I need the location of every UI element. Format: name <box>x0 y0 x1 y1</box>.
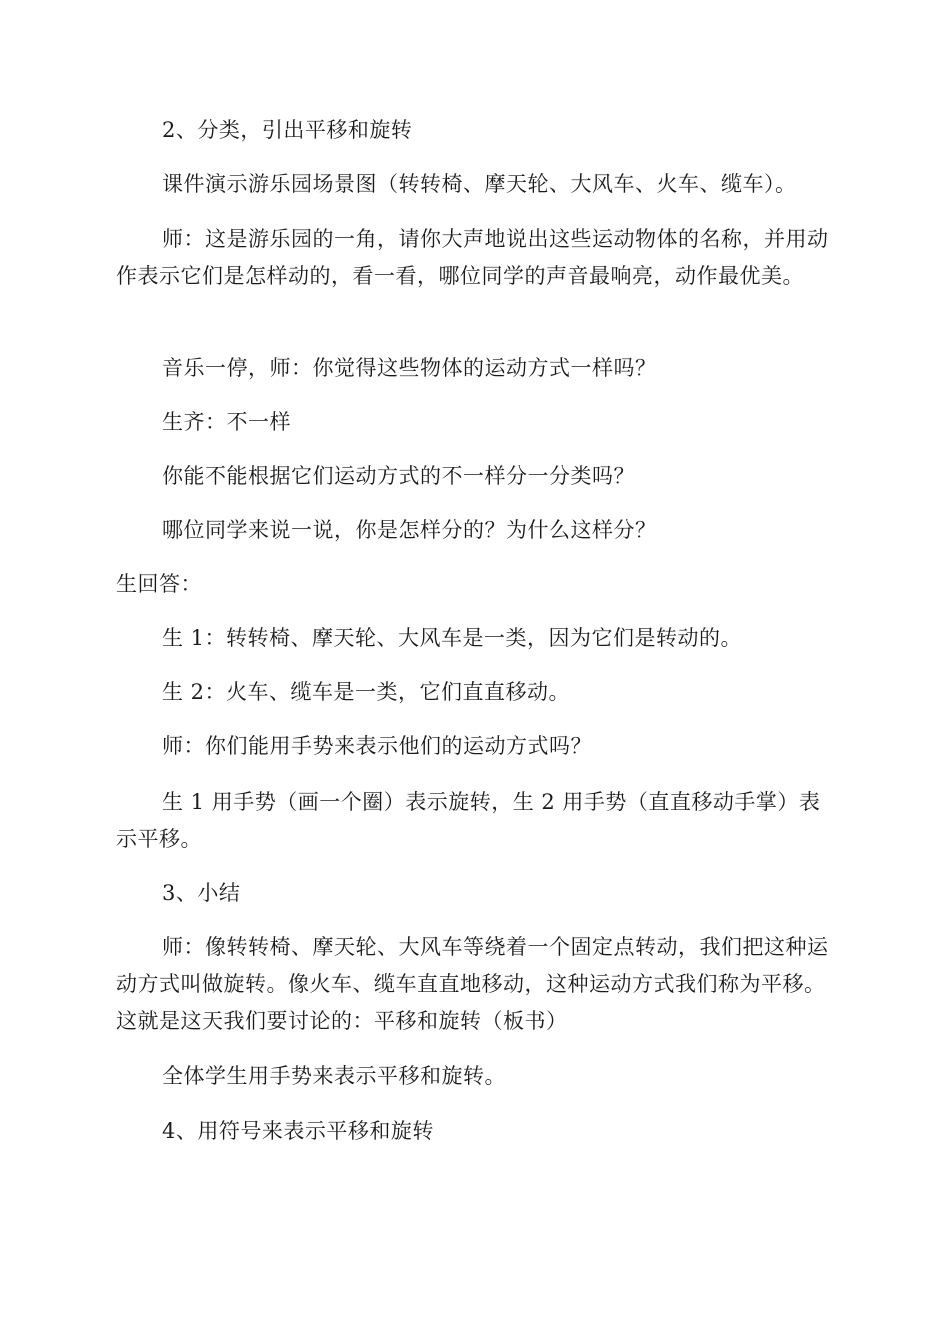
paragraph-classify-question: 你能不能根据它们运动方式的不一样分一分类吗？ <box>162 464 635 488</box>
paragraph-students-answer: 生齐：不一样 <box>162 410 291 434</box>
heading-classification: 2、分类，引出平移和旋转 <box>162 118 413 142</box>
paragraph-teacher-summary: 师：像转转椅、摩天轮、大风车等绕着一个固定点转动，我们把这种运动方式叫做旋转。像火车、缆车直直地移动，这种运动方式我们称为平移。这就是这天我们要讨论的：平移和旋转（板书） <box>116 935 829 1033</box>
paragraph-whole-class: 全体学生用手势来表示平移和旋转。 <box>162 1064 506 1088</box>
paragraph-courseware-demo: 课件演示游乐园场景图（转转椅、摩天轮、大风车、火车、缆车）。 <box>162 172 797 196</box>
paragraph-student-reply-label: 生回答： <box>116 572 202 596</box>
paragraph-student-1: 生 1：转转椅、摩天轮、大风车是一类，因为它们是转动的。 <box>162 626 743 650</box>
paragraph-gesture-question: 师：你们能用手势来表示他们的运动方式吗？ <box>162 734 592 758</box>
paragraph-gesture-demo: 生 1 用手势（画一个圈）表示旋转，生 2 用手势（直直移动手掌）表示平移。 <box>116 790 821 851</box>
paragraph-music-stop: 音乐一停，师：你觉得这些物体的运动方式一样吗？ <box>162 356 657 380</box>
heading-symbols: 4、用符号来表示平移和旋转 <box>162 1119 434 1143</box>
heading-summary: 3、小结 <box>162 881 241 905</box>
paragraph-teacher-intro: 师：这是游乐园的一角，请你大声地说出这些运动物体的名称，并用动作表示它们是怎样动的，看一看，哪位同学的声音最响亮，动作最优美。 <box>116 227 829 288</box>
paragraph-student-2: 生 2：火车、缆车是一类，它们直直移动。 <box>162 680 571 704</box>
paragraph-who-explains: 哪位同学来说一说，你是怎样分的？为什么这样分？ <box>162 518 657 542</box>
